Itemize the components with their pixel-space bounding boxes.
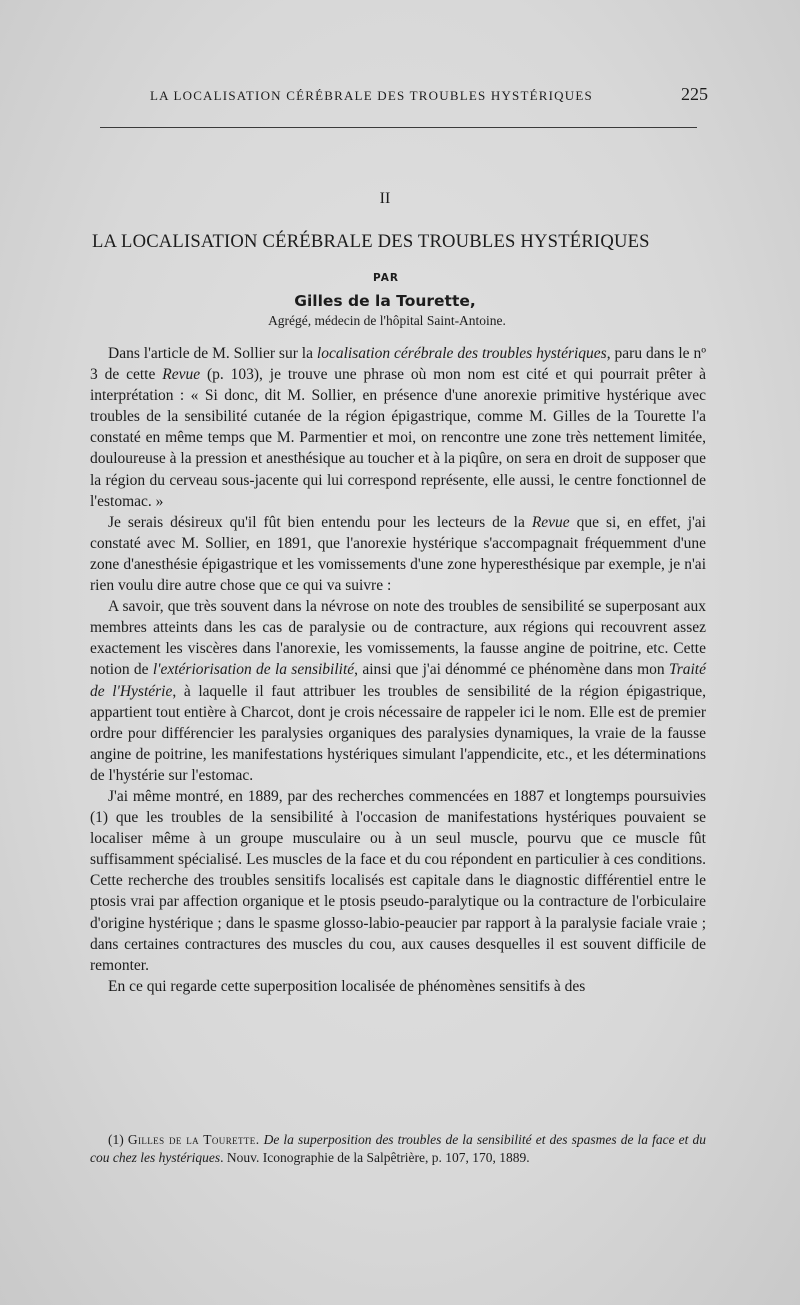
paragraph-4: J'ai même montré, en 1889, par des recherches commencées en 1887 et longtemps poursuivies (1) que les troubles de la sensibilité à l'occasion de manifestations hystériques pouvaient se localiser même à un groupe musculaire ou à un seul muscle, pourvu que ce muscle fût suffisamment spécialisé. Les muscles de la face et du cou répondent en particulier à ces conditions. Cette recherche des troubles sensitifs localisés est capitale dans le diagnostic différentiel entre le ptosis vrai par affection organique et le ptosis pseudo-paralytique ou la contracture de l'orbiculaire d'origine hystérique ; dans le spasme glosso-labio-peaucier par rapport à la paralysie faciale vraie ; dans certaines contractures des muscles du cou, aux causes desquelles il est souvent difficile de remonter. (90, 787, 706, 974)
p1-text-e: (p. 103), je trouve une phrase où mon nom est cité et qui pourrait prêter à interprétation : « Si donc, dit M. Sollier, en présence d'une anorexie primitive hystérique avec troubles de la sensibilité cutanée de la région épigastrique, comme M. Gilles de la Tourette l'a constaté en même temps que M. Parmentier et moi, on rencontre une zone très nettement limitée, douloureuse à la pression et anesthésique au toucher et à la piqûre, on sera en droit de supposer que la région du cerveau sous-jacente qui lui correspond représente, elle aussi, le centre fonctionnel de l'estomac. » (90, 366, 706, 510)
running-title: LA LOCALISATION CÉRÉBRALE DES TROUBLES HYSTÉRIQUES (150, 88, 593, 103)
author-name: Gilles de la Tourette, (294, 292, 476, 310)
section-number: II (379, 190, 391, 207)
article-title: LA LOCALISATION CÉRÉBRALE DES TROUBLES HYSTÉRIQUES (92, 231, 650, 252)
p1-italic-title: localisation cérébrale des troubles hystériques (316, 345, 607, 362)
p3-italic-traite: Traité de l'Hystérie (90, 661, 706, 700)
footnote-author: Gilles de la Tourette. (127, 1132, 260, 1147)
paragraph-2 (90, 512, 706, 596)
p2-text-a: Je serais désireux qu'il fût bien entendu pour les lecteurs de la (108, 513, 532, 531)
paragraph-5: En ce qui regarde cette superposition localisée de phénomènes sensitifs à des (108, 977, 586, 995)
p1-italic-revue: Revue (162, 366, 201, 384)
p1-text-a: Dans l'article de M. Sollier sur la (108, 345, 317, 362)
article-body (90, 343, 706, 997)
paragraph-3 (90, 596, 706, 786)
p3-text-c: , ainsi que j'ai dénommé ce phénomène dans mon (354, 661, 669, 679)
p3-italic-term: l'extériorisation de la sensibilité (152, 661, 355, 679)
p1-text-c: , paru dans le nº 3 de cette (90, 345, 707, 384)
paragraph-1 (90, 343, 706, 512)
page-number: 225 (681, 84, 708, 104)
byline-par: PAR (373, 272, 399, 284)
footnote-reference: . Nouv. Iconographie de la Salpêtrière, p. 107, 170, 1889. (220, 1150, 530, 1165)
running-header (88, 86, 708, 108)
author-affiliation: Agrégé, médecin de l'hôpital Saint-Antoine. (268, 313, 506, 328)
p2-text-c: que si, en effet, j'ai constaté avec M. Sollier, en 1891, que l'anorexie hystérique s'accompagnait fréquemment d'une zone d'anesthésie épigastrique et les vomissements d'une zone hyperesthésique par exemple, je n'ai rien voulu dire autre chose que ce qui va suivre : (90, 513, 706, 595)
footnote-title: De la superposition des troubles de la sensibilité et des spasmes de la face et du cou chez les hystériques (90, 1132, 706, 1165)
footnote-marker: (1) (108, 1132, 128, 1147)
footnote (90, 1131, 706, 1167)
p3-text-a: A savoir, que très souvent dans la névrose on note des troubles de sensibilité se superposant aux membres atteints dans les cas de paralysie ou de contracture, aux régions qui recouvrent assez exactement les viscères dans l'anorexie, les vomissements, la fausse angine de poitrine, etc. Cette notion de (90, 598, 706, 679)
p3-text-e: , à laquelle il faut attribuer les troubles de sensibilité de la région épigastrique, appartient tout entière à Charcot, dont je crois nécessaire de rappeler ici le nom. Elle est de premier ordre pour différencier les paralysies organiques des paralysies dynamiques, la vraie de la fausse angine de poitrine, les manifestations hystériques simulant l'appendicite, etc., et les déterminations de l'hystérie sur l'estomac. (90, 682, 706, 784)
p2-italic-revue: Revue (531, 513, 570, 531)
header-rule (100, 127, 697, 128)
